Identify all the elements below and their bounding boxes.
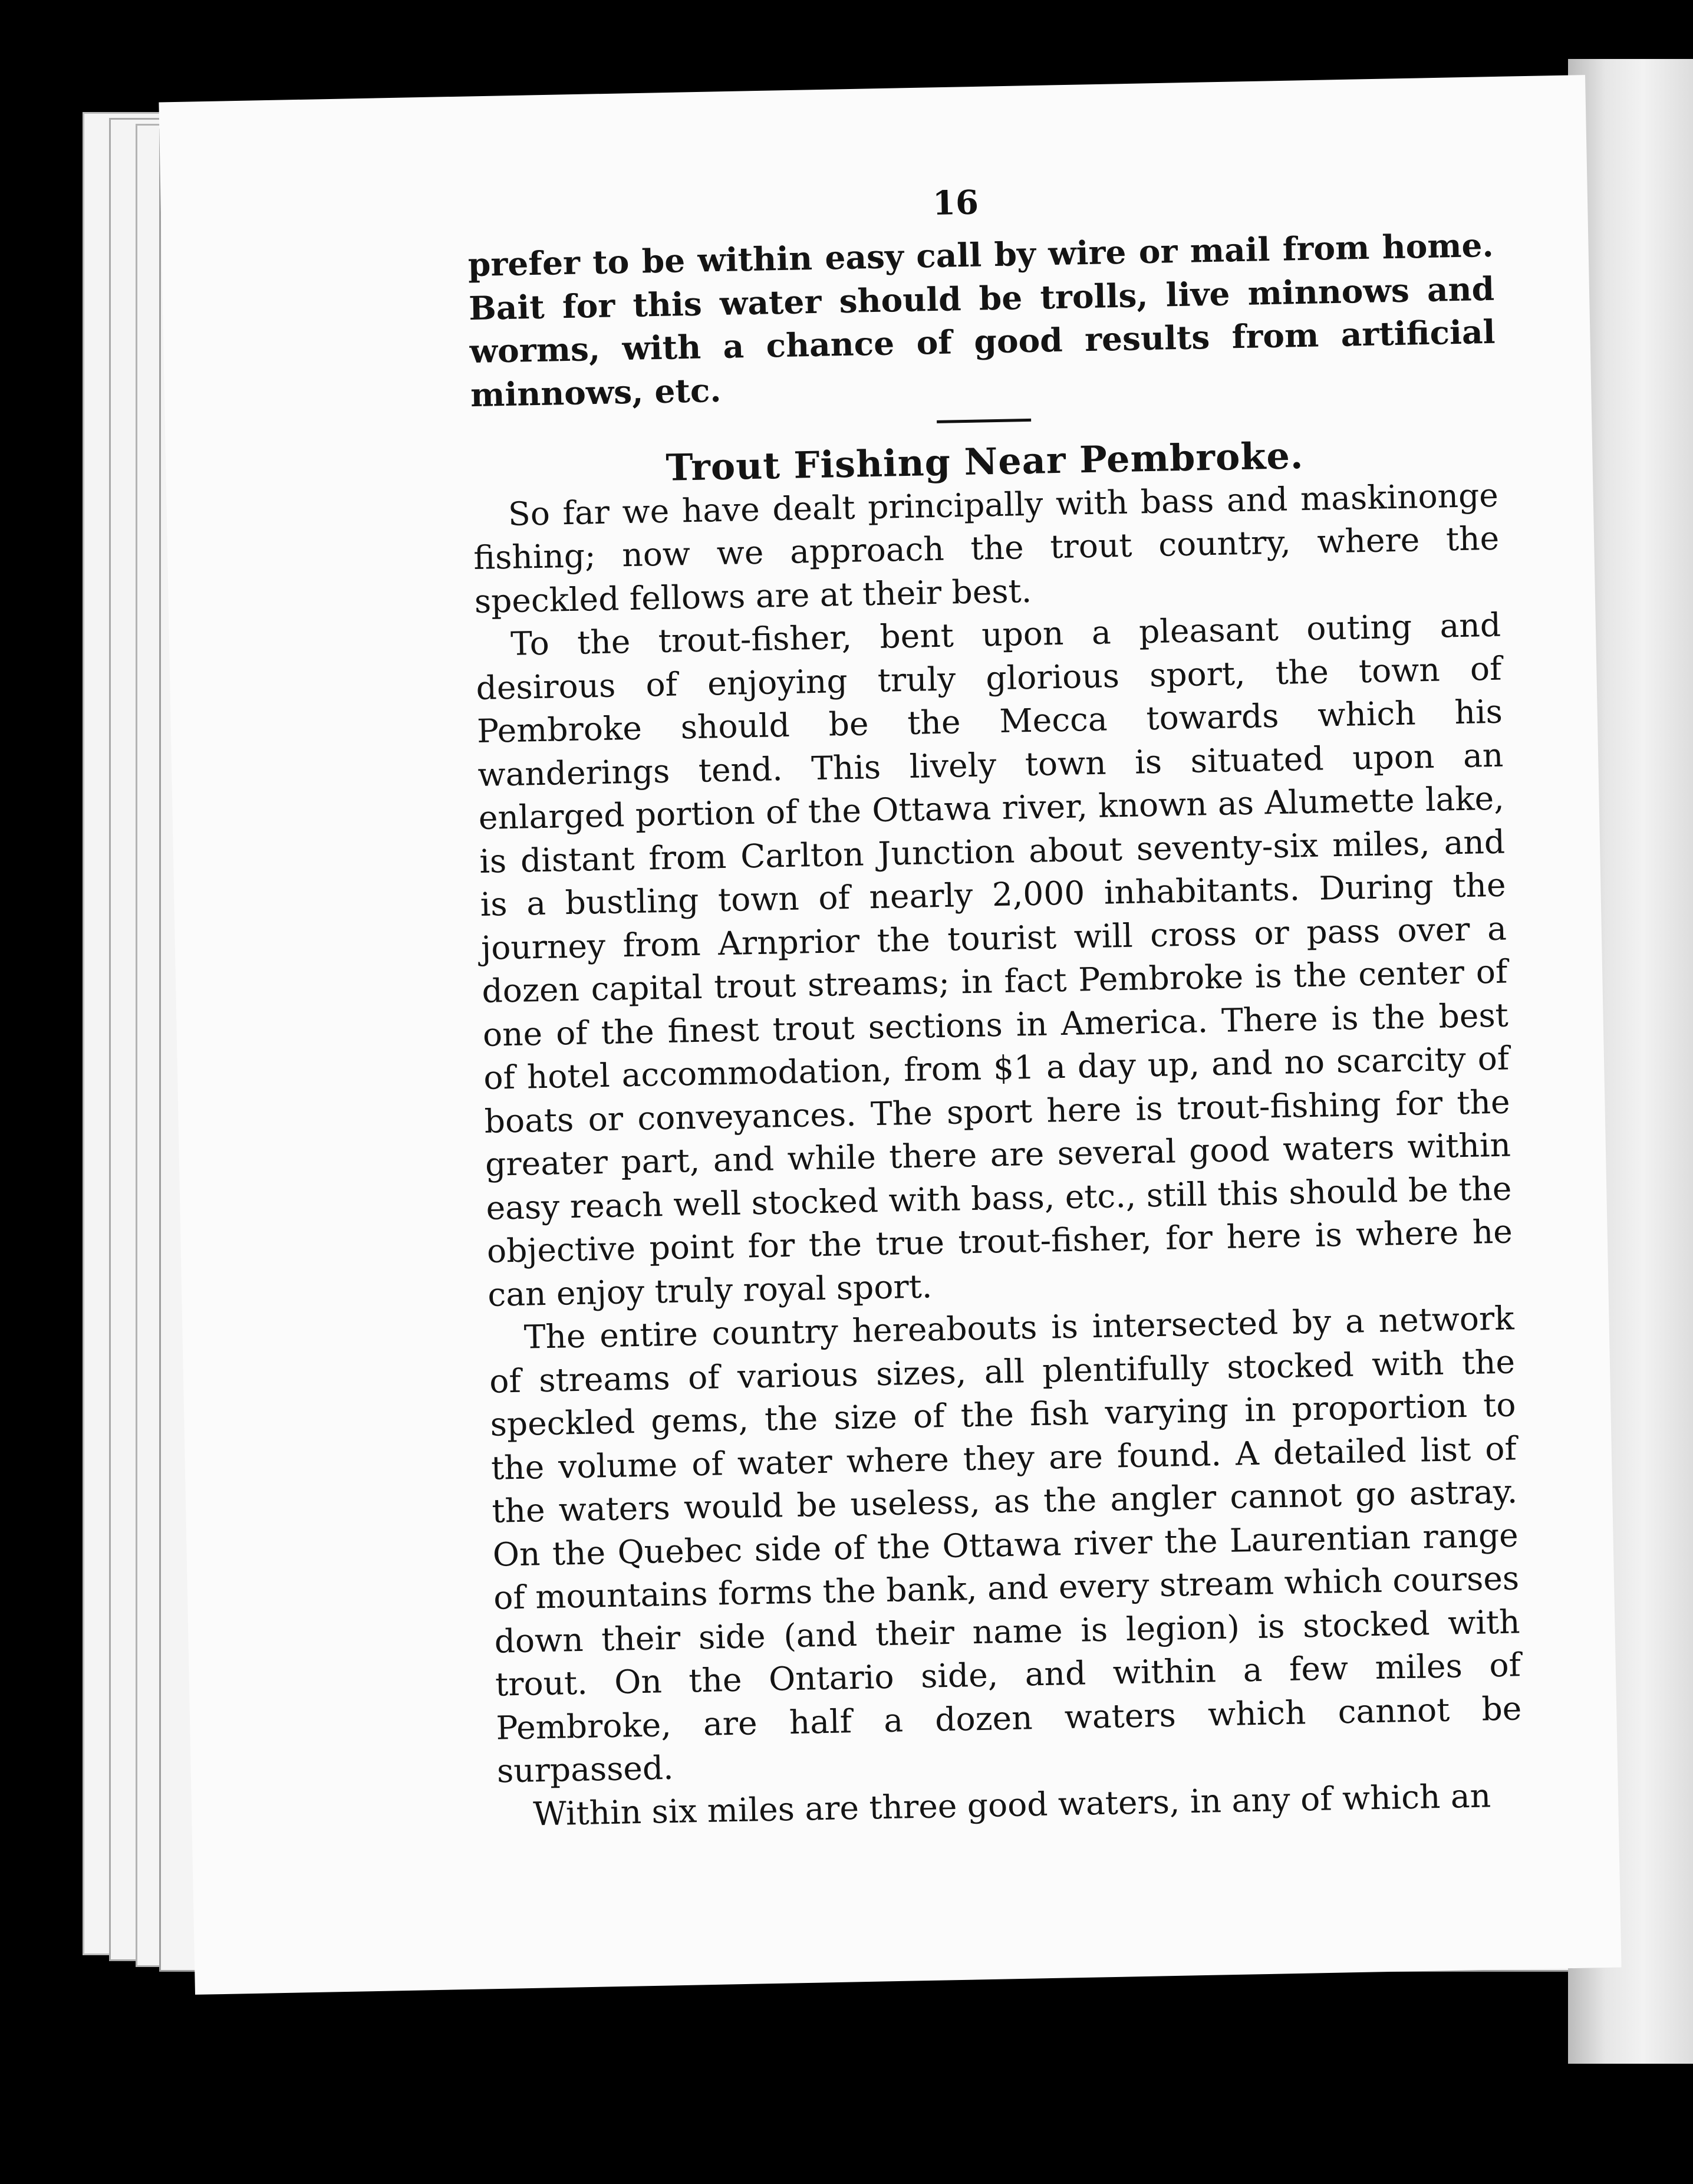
- page-text: [467, 223, 1524, 1837]
- paragraph-1: So far we have dealt principally with bass and maskinonge fishing; now we approach the trout country, where the speckled fellows are at their best.: [473, 476, 1500, 620]
- paragraph-4: Within six miles are three good waters, in any of which an: [532, 1776, 1491, 1833]
- section-heading: Trout Fishing Near Pembroke.: [665, 434, 1305, 489]
- section-divider: [937, 419, 1031, 423]
- paragraph-2: To the trout-fisher, bent upon a pleasant outing and desirous of enjoying truly glorious sport, the town of Pembroke should be the Mecca towards which his wanderings tend. This lively town is situated upon an enlarged portion of the Ottawa river, known as Alumette lake, is distant from Carlton Junction about seventy-six miles, and is a bustling town of nearly 2,000 inhabitants. During the journey from Arnprior the tourist will cross or pass over a dozen capital trout streams; in fact Pembroke is the center of one of the finest trout sections in America. There is the best of hotel accommodation, from $1 a day up, and no scarcity of boats or conveyances. The sport here is trout-fishing for the greater part, and while there are several good waters within easy reach well stocked with bass, etc., still this should be the objective point for the true trout-fisher, for here is where he can enjoy truly royal sport.: [476, 606, 1513, 1314]
- opening-paragraph: prefer to be within easy call by wire or mail from home. Bait for this water should be trolls, live minnows and worms, with a chance of good results from artificial minnows, etc.: [467, 225, 1496, 414]
- paragraph-3: The entire country hereabouts is intersected by a network of streams of various sizes, all plentifully stocked with the speckled gems, the size of the fish varying in proportion to the volume of water where they are found. A detailed list of the waters would be useless, as the angler cannot go astray. On the Quebec side of the Ottawa river the Laurentian range of mountains forms the bank, and every stream which courses down their side (and their name is legion) is stocked with trout. On the Ontario side, and within a few miles of Pembroke, are half a dozen waters which cannot be surpassed.: [489, 1299, 1522, 1790]
- page-number: 16: [932, 183, 979, 223]
